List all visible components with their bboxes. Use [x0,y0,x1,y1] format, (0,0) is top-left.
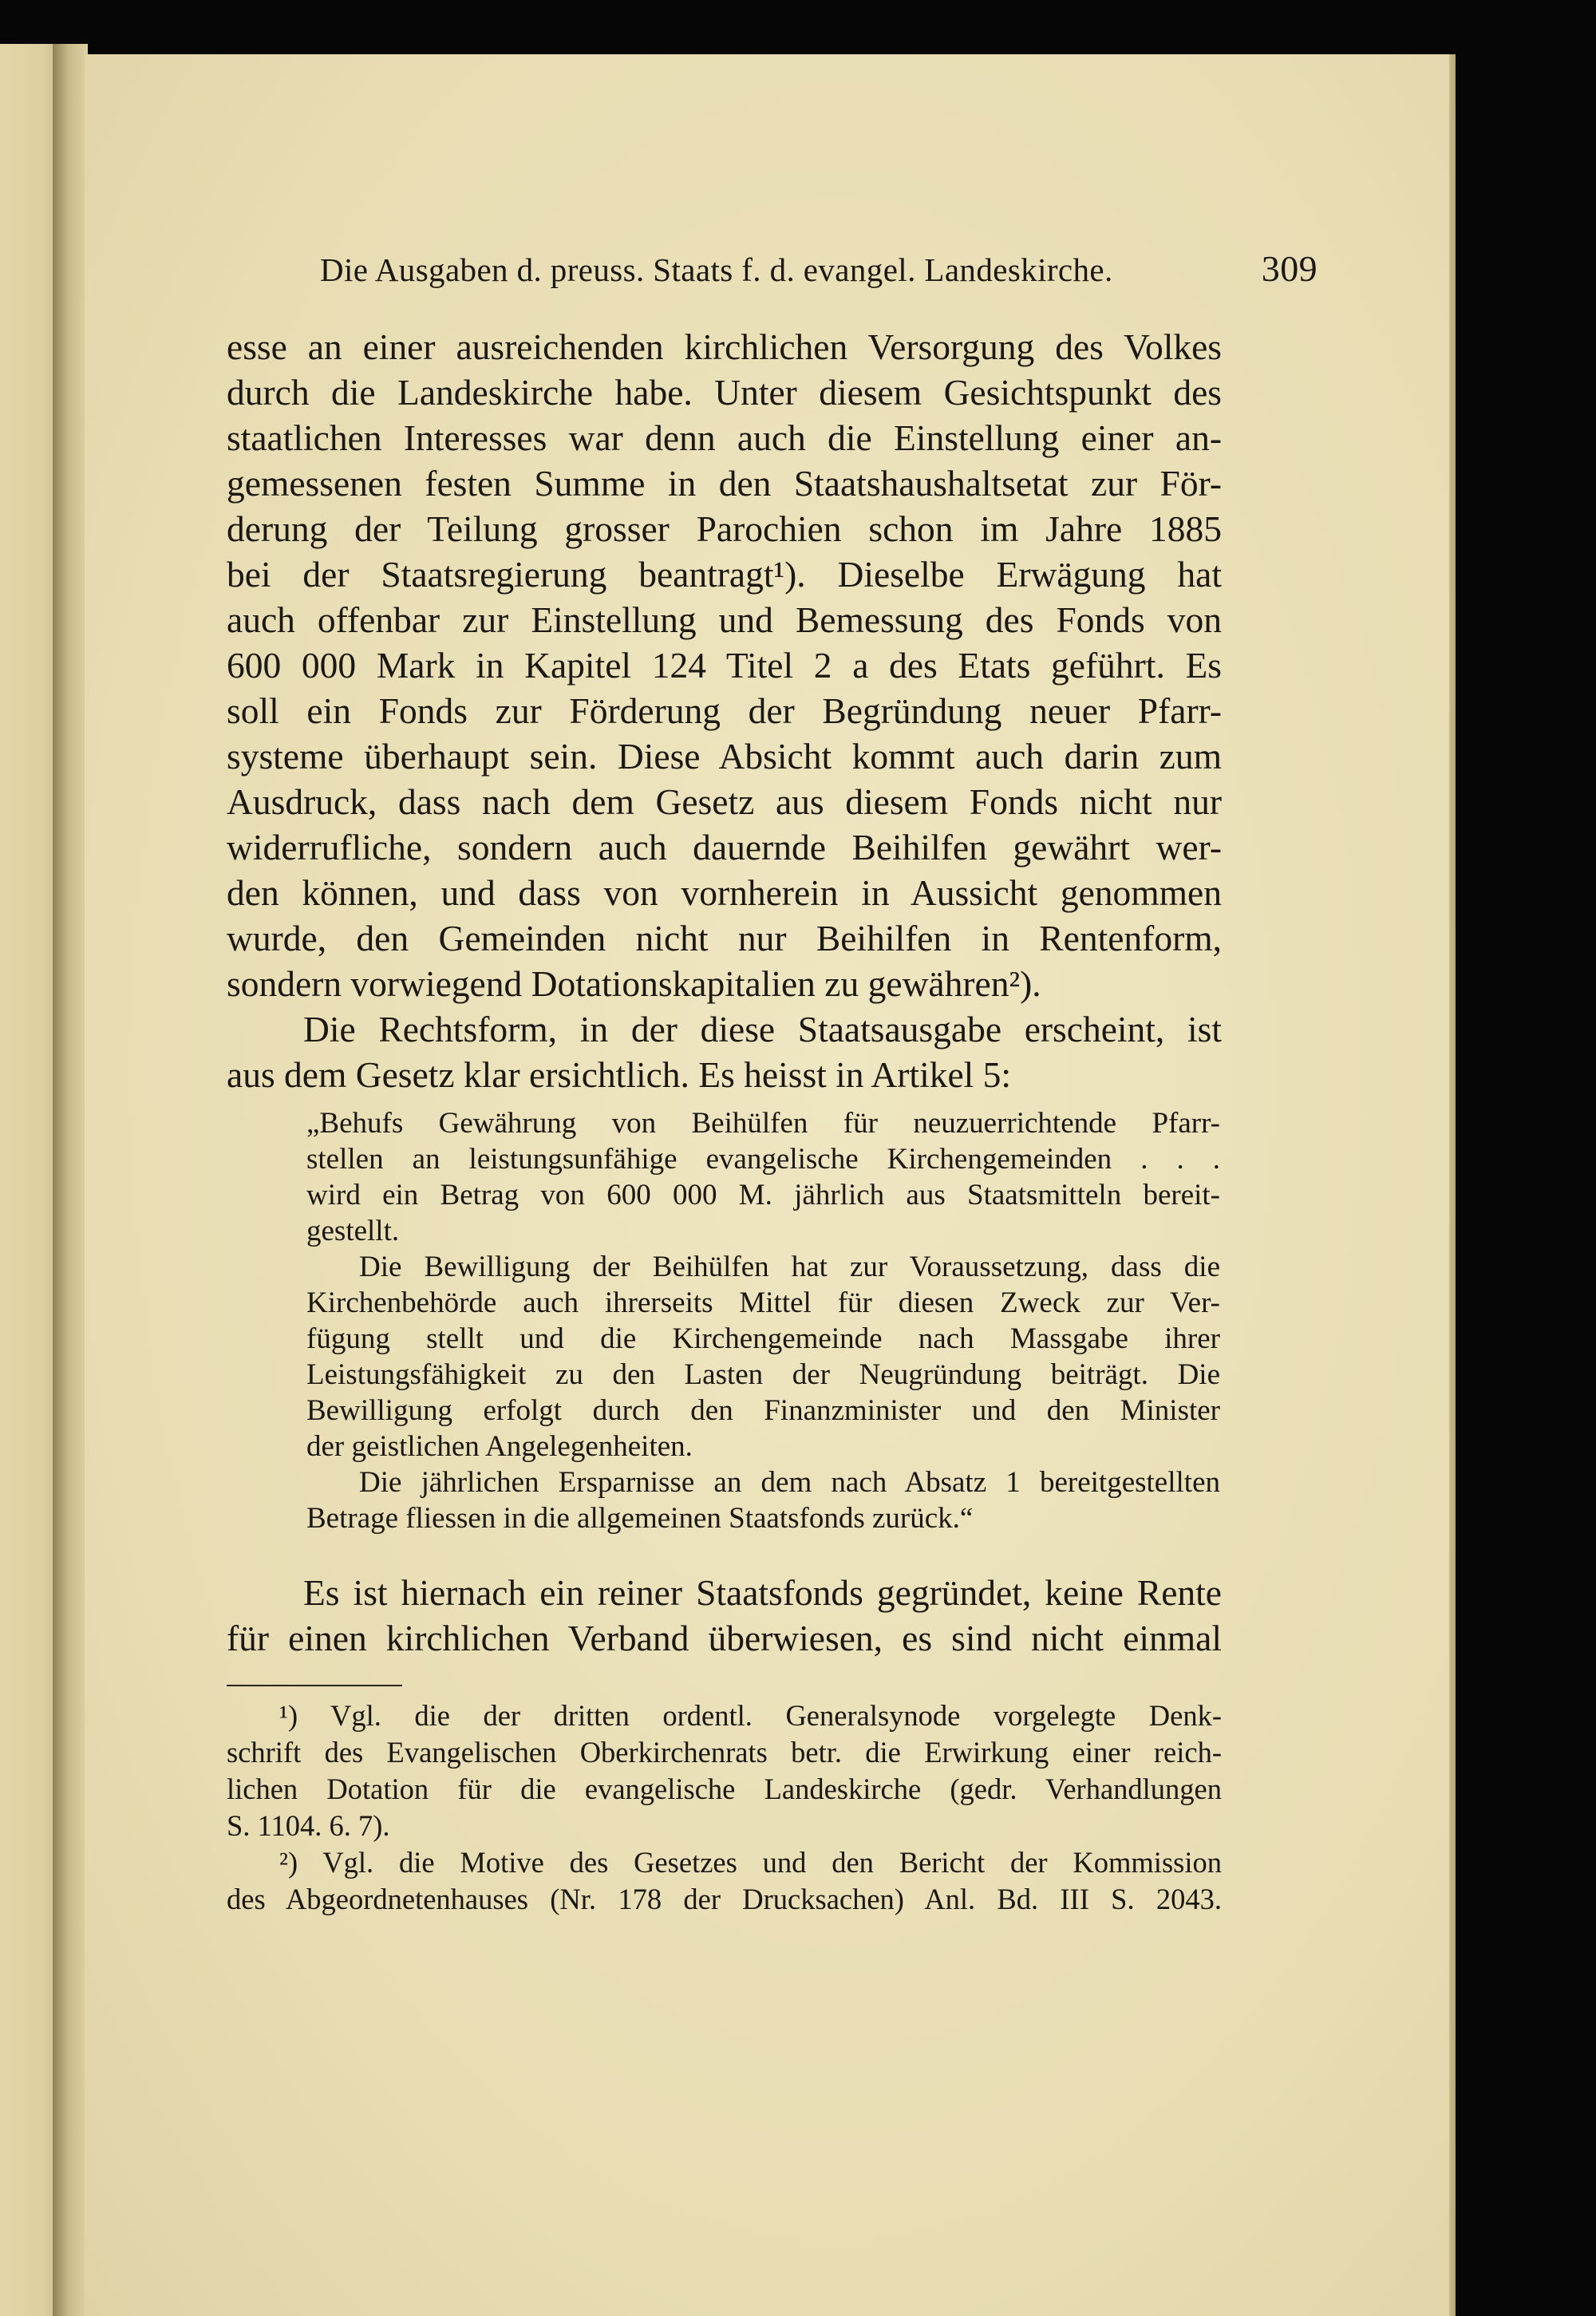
text-line: staatlichen Interesses war denn auch die Einstellung einer an- [227,417,1222,458]
footnote-1 [227,1697,1222,1844]
footnote-2 [227,1844,1222,1918]
text-line: aus dem Gesetz klar ersichtlich. Es heisst in Artikel 5: [227,1054,1012,1095]
text-line: Es ist hiernach ein reiner Staatsfonds gegründet, keine Rente [303,1572,1222,1613]
page-number: 309 [1261,248,1317,289]
text-line: durch die Landeskirche habe. Unter diesem Gesichtspunkt des [227,372,1222,413]
quote-line: Die Bewilligung der Beihülfen hat zur Voraussetzung, dass die [359,1251,1220,1283]
quote-line: fügung stellt und die Kirchengemeinde nach Massgabe ihrer [306,1322,1220,1355]
text-line: für einen kirchlichen Verband überwiesen, es sind nicht einmal [227,1618,1222,1658]
text-line: soll ein Fonds zur Förderung der Begründung neuer Pfarr- [227,690,1222,731]
footnote-separator [227,1685,402,1686]
running-title: Die Ausgaben d. preuss. Staats f. d. evangel. Landeskirche. [320,251,1113,288]
text-line: den können, und dass von vornherein in Aussicht genommen [227,872,1222,913]
text-line: 600 000 Mark in Kapitel 124 Titel 2 a des Etats geführt. Es [227,645,1222,686]
text-line: auch offenbar zur Einstellung und Bemessung des Fonds von [227,599,1222,640]
quote-line: stellen an leistungsunfähige evangelische Kirchengemeinden . . . [306,1143,1220,1176]
paragraph-2 [227,1006,1222,1097]
text-line: wurde, den Gemeinden nicht nur Beihilfen in Rentenform, [227,918,1222,958]
footnote-line: schrift des Evangelischen Oberkirchenrats betr. die Erwirkung einer reich- [227,1736,1222,1769]
quote-line: Die jährlichen Ersparnisse an dem nach Absatz 1 bereitgestellten [359,1466,1220,1499]
quote-line: Kirchenbehörde auch ihrerseits Mittel für diesen Zweck zur Ver- [306,1286,1220,1319]
text-line: widerrufliche, sondern auch dauernde Beihilfen gewährt wer- [227,827,1222,868]
quote-line: Betrage fliessen in die allgemeinen Staatsfonds zurück.“ [306,1502,974,1535]
quote-line: der geistlichen Angelegenheiten. [306,1430,693,1463]
text-line: gemessenen festen Summe in den Staatshaushaltsetat zur För- [227,463,1222,504]
quote-line: Bewilligung erfolgt durch den Finanzminister und den Minister [306,1394,1220,1427]
footnote-line: des Abgeordnetenhauses (Nr. 178 der Drucksachen) Anl. Bd. III S. 2043. [227,1883,1222,1915]
text-line: bei der Staatsregierung beantragt¹). Dieselbe Erwägung hat [227,554,1222,595]
text-line: esse an einer ausreichenden kirchlichen Versorgung des Volkes [227,326,1222,367]
text-line: sondern vorwiegend Dotationskapitalien zu gewähren²). [227,963,1041,1004]
footnote-line: ²) Vgl. die Motive des Gesetzes und den Bericht der Kommission [279,1846,1222,1879]
footnotes [227,1697,1222,1918]
text-line: derung der Teilung grosser Parochien schon im Jahre 1885 [227,508,1222,549]
law-quotation [306,1105,1220,1536]
main-text [227,324,1222,1918]
text-line: Die Rechtsform, in der diese Staatsausgabe erscheint, ist [303,1009,1222,1049]
text-line: systeme überhaupt sein. Diese Absicht kommt auch darin zum [227,736,1222,777]
paragraph-1 [227,324,1222,1006]
quote-line: gestellt. [306,1215,400,1247]
footnote-line: ¹) Vgl. die der dritten ordentl. Generalsynode vorgelegte Denk- [279,1699,1222,1732]
quote-line: wird ein Betrag von 600 000 M. jährlich aus Staatsmitteln bereit- [306,1179,1220,1211]
book-gutter [53,44,88,2316]
paragraph-3 [227,1570,1222,1661]
footnote-line: S. 1104. 6. 7). [227,1809,390,1842]
footnote-line: lichen Dotation für die evangelische Landeskirche (gedr. Verhandlungen [227,1773,1222,1805]
text-line: Ausdruck, dass nach dem Gesetz aus diesem Fonds nicht nur [227,781,1222,822]
book-page [85,54,1449,2316]
running-header [320,247,1317,290]
quote-line: Leistungsfähigkeit zu den Lasten der Neugründung beiträgt. Die [306,1358,1220,1391]
quote-line: „Behufs Gewährung von Beihülfen für neuzuerrichtende Pfarr- [306,1107,1220,1140]
